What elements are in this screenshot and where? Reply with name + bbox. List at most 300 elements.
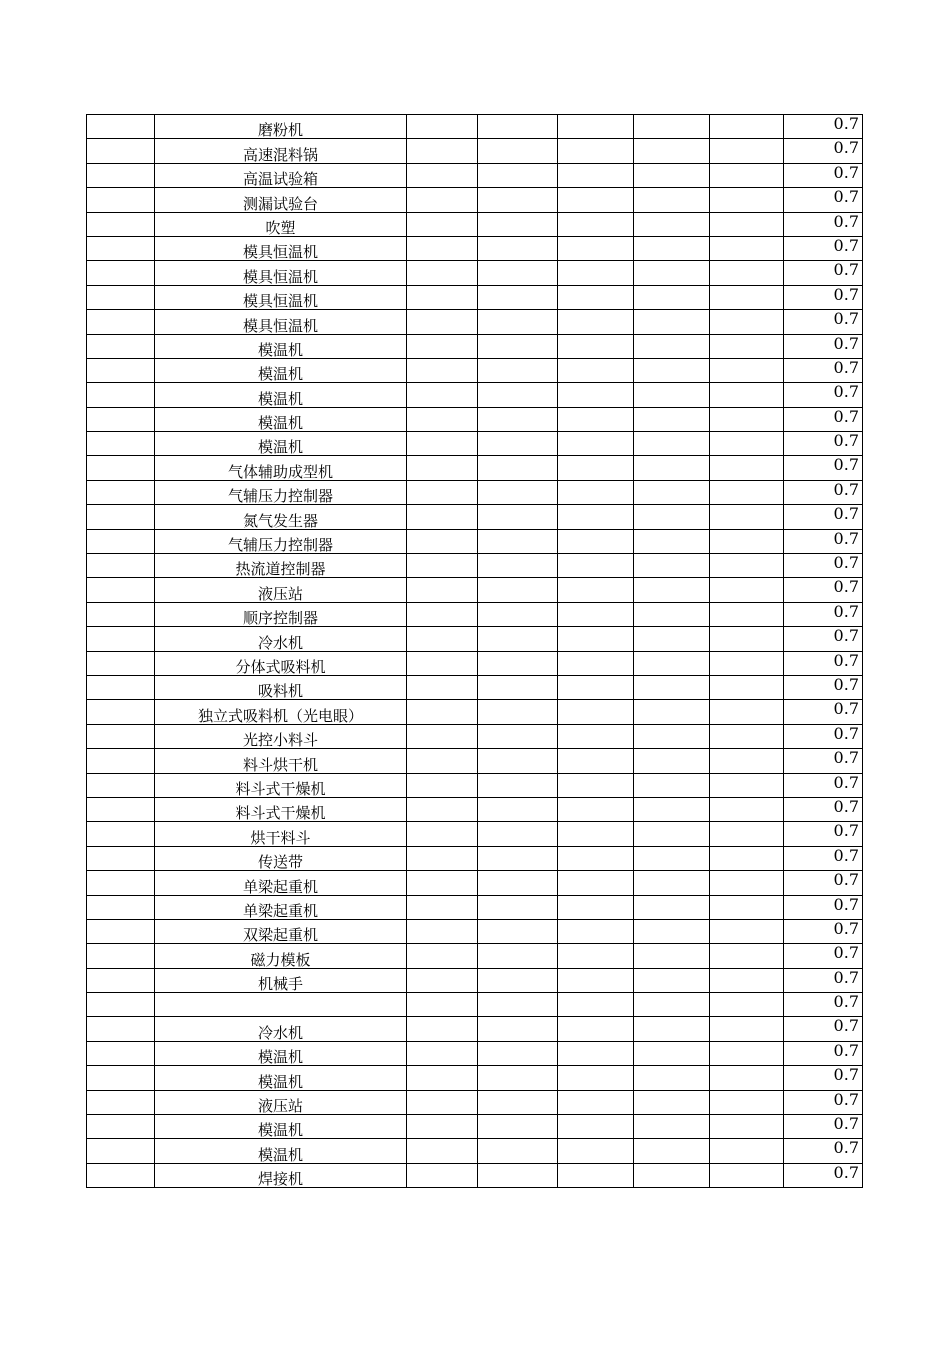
empty-cell[interactable] (710, 188, 784, 212)
empty-cell[interactable] (478, 310, 558, 334)
index-cell[interactable] (87, 993, 155, 1017)
empty-cell[interactable] (558, 554, 634, 578)
empty-cell[interactable] (710, 749, 784, 773)
empty-cell[interactable] (558, 1163, 634, 1187)
empty-cell[interactable] (407, 1163, 478, 1187)
equipment-name-cell[interactable]: 料斗式干燥机 (155, 773, 407, 797)
index-cell[interactable] (87, 1163, 155, 1187)
empty-cell[interactable] (407, 627, 478, 651)
empty-cell[interactable] (407, 480, 478, 504)
index-cell[interactable] (87, 724, 155, 748)
empty-cell[interactable] (478, 334, 558, 358)
empty-cell[interactable] (478, 115, 558, 139)
equipment-name-cell[interactable] (155, 993, 407, 1017)
empty-cell[interactable] (558, 505, 634, 529)
empty-cell[interactable] (634, 383, 710, 407)
empty-cell[interactable] (478, 236, 558, 260)
equipment-name-cell[interactable]: 顺序控制器 (155, 602, 407, 626)
empty-cell[interactable] (710, 1139, 784, 1163)
empty-cell[interactable] (407, 602, 478, 626)
equipment-name-cell[interactable]: 模温机 (155, 358, 407, 382)
equipment-name-cell[interactable]: 传送带 (155, 846, 407, 870)
coefficient-cell[interactable]: 0.7 (784, 115, 863, 139)
index-cell[interactable] (87, 383, 155, 407)
equipment-name-cell[interactable]: 高速混料锅 (155, 139, 407, 163)
equipment-name-cell[interactable]: 模温机 (155, 1041, 407, 1065)
empty-cell[interactable] (558, 578, 634, 602)
empty-cell[interactable] (558, 749, 634, 773)
index-cell[interactable] (87, 675, 155, 699)
empty-cell[interactable] (407, 871, 478, 895)
empty-cell[interactable] (634, 968, 710, 992)
index-cell[interactable] (87, 700, 155, 724)
equipment-name-cell[interactable]: 模温机 (155, 407, 407, 431)
empty-cell[interactable] (634, 846, 710, 870)
empty-cell[interactable] (634, 773, 710, 797)
equipment-name-cell[interactable]: 模具恒温机 (155, 261, 407, 285)
empty-cell[interactable] (710, 1041, 784, 1065)
empty-cell[interactable] (558, 334, 634, 358)
empty-cell[interactable] (478, 285, 558, 309)
empty-cell[interactable] (558, 846, 634, 870)
index-cell[interactable] (87, 846, 155, 870)
equipment-name-cell[interactable]: 料斗式干燥机 (155, 797, 407, 821)
empty-cell[interactable] (407, 1090, 478, 1114)
coefficient-cell[interactable]: 0.7 (784, 895, 863, 919)
coefficient-cell[interactable]: 0.7 (784, 627, 863, 651)
equipment-name-cell[interactable]: 独立式吸料机（光电眼） (155, 700, 407, 724)
empty-cell[interactable] (407, 822, 478, 846)
empty-cell[interactable] (558, 1041, 634, 1065)
empty-cell[interactable] (558, 456, 634, 480)
coefficient-cell[interactable]: 0.7 (784, 773, 863, 797)
index-cell[interactable] (87, 578, 155, 602)
empty-cell[interactable] (558, 993, 634, 1017)
empty-cell[interactable] (407, 846, 478, 870)
empty-cell[interactable] (407, 139, 478, 163)
empty-cell[interactable] (558, 797, 634, 821)
empty-cell[interactable] (407, 797, 478, 821)
empty-cell[interactable] (710, 554, 784, 578)
empty-cell[interactable] (710, 1066, 784, 1090)
empty-cell[interactable] (407, 749, 478, 773)
coefficient-cell[interactable]: 0.7 (784, 749, 863, 773)
empty-cell[interactable] (558, 822, 634, 846)
equipment-name-cell[interactable]: 高温试验箱 (155, 163, 407, 187)
empty-cell[interactable] (478, 554, 558, 578)
empty-cell[interactable] (634, 602, 710, 626)
index-cell[interactable] (87, 1041, 155, 1065)
empty-cell[interactable] (710, 1163, 784, 1187)
coefficient-cell[interactable]: 0.7 (784, 188, 863, 212)
empty-cell[interactable] (407, 432, 478, 456)
empty-cell[interactable] (634, 895, 710, 919)
empty-cell[interactable] (478, 700, 558, 724)
empty-cell[interactable] (478, 432, 558, 456)
empty-cell[interactable] (407, 212, 478, 236)
coefficient-cell[interactable]: 0.7 (784, 1017, 863, 1041)
empty-cell[interactable] (634, 944, 710, 968)
empty-cell[interactable] (710, 773, 784, 797)
empty-cell[interactable] (478, 993, 558, 1017)
empty-cell[interactable] (634, 1017, 710, 1041)
empty-cell[interactable] (634, 334, 710, 358)
empty-cell[interactable] (558, 188, 634, 212)
index-cell[interactable] (87, 456, 155, 480)
empty-cell[interactable] (710, 895, 784, 919)
empty-cell[interactable] (634, 554, 710, 578)
equipment-name-cell[interactable]: 烘干料斗 (155, 822, 407, 846)
empty-cell[interactable] (407, 358, 478, 382)
index-cell[interactable] (87, 334, 155, 358)
index-cell[interactable] (87, 139, 155, 163)
empty-cell[interactable] (558, 773, 634, 797)
empty-cell[interactable] (710, 919, 784, 943)
empty-cell[interactable] (478, 773, 558, 797)
empty-cell[interactable] (634, 358, 710, 382)
empty-cell[interactable] (478, 797, 558, 821)
coefficient-cell[interactable]: 0.7 (784, 846, 863, 870)
coefficient-cell[interactable]: 0.7 (784, 602, 863, 626)
index-cell[interactable] (87, 285, 155, 309)
empty-cell[interactable] (478, 480, 558, 504)
coefficient-cell[interactable]: 0.7 (784, 358, 863, 382)
index-cell[interactable] (87, 602, 155, 626)
empty-cell[interactable] (478, 1090, 558, 1114)
empty-cell[interactable] (558, 700, 634, 724)
empty-cell[interactable] (558, 139, 634, 163)
coefficient-cell[interactable]: 0.7 (784, 383, 863, 407)
equipment-name-cell[interactable]: 吹塑 (155, 212, 407, 236)
equipment-name-cell[interactable]: 氮气发生器 (155, 505, 407, 529)
index-cell[interactable] (87, 212, 155, 236)
empty-cell[interactable] (478, 1139, 558, 1163)
empty-cell[interactable] (634, 456, 710, 480)
empty-cell[interactable] (478, 749, 558, 773)
empty-cell[interactable] (558, 1090, 634, 1114)
equipment-name-cell[interactable]: 液压站 (155, 578, 407, 602)
empty-cell[interactable] (634, 822, 710, 846)
empty-cell[interactable] (558, 261, 634, 285)
index-cell[interactable] (87, 944, 155, 968)
index-cell[interactable] (87, 188, 155, 212)
empty-cell[interactable] (634, 505, 710, 529)
index-cell[interactable] (87, 749, 155, 773)
empty-cell[interactable] (710, 505, 784, 529)
coefficient-cell[interactable]: 0.7 (784, 1139, 863, 1163)
index-cell[interactable] (87, 163, 155, 187)
equipment-name-cell[interactable]: 模具恒温机 (155, 310, 407, 334)
empty-cell[interactable] (558, 285, 634, 309)
index-cell[interactable] (87, 1066, 155, 1090)
empty-cell[interactable] (634, 139, 710, 163)
empty-cell[interactable] (710, 236, 784, 260)
empty-cell[interactable] (407, 456, 478, 480)
equipment-name-cell[interactable]: 液压站 (155, 1090, 407, 1114)
equipment-name-cell[interactable]: 机械手 (155, 968, 407, 992)
empty-cell[interactable] (407, 505, 478, 529)
empty-cell[interactable] (478, 383, 558, 407)
empty-cell[interactable] (558, 432, 634, 456)
empty-cell[interactable] (558, 919, 634, 943)
index-cell[interactable] (87, 554, 155, 578)
empty-cell[interactable] (634, 993, 710, 1017)
empty-cell[interactable] (407, 1017, 478, 1041)
coefficient-cell[interactable]: 0.7 (784, 1041, 863, 1065)
index-cell[interactable] (87, 529, 155, 553)
empty-cell[interactable] (478, 1115, 558, 1139)
equipment-name-cell[interactable]: 单梁起重机 (155, 871, 407, 895)
empty-cell[interactable] (558, 480, 634, 504)
empty-cell[interactable] (710, 675, 784, 699)
coefficient-cell[interactable]: 0.7 (784, 285, 863, 309)
empty-cell[interactable] (558, 383, 634, 407)
empty-cell[interactable] (407, 773, 478, 797)
index-cell[interactable] (87, 407, 155, 431)
coefficient-cell[interactable]: 0.7 (784, 236, 863, 260)
empty-cell[interactable] (710, 602, 784, 626)
empty-cell[interactable] (558, 895, 634, 919)
equipment-name-cell[interactable]: 料斗烘干机 (155, 749, 407, 773)
index-cell[interactable] (87, 310, 155, 334)
index-cell[interactable] (87, 1090, 155, 1114)
empty-cell[interactable] (710, 944, 784, 968)
index-cell[interactable] (87, 432, 155, 456)
empty-cell[interactable] (558, 529, 634, 553)
empty-cell[interactable] (710, 578, 784, 602)
empty-cell[interactable] (407, 310, 478, 334)
coefficient-cell[interactable]: 0.7 (784, 993, 863, 1017)
empty-cell[interactable] (634, 1041, 710, 1065)
equipment-name-cell[interactable]: 双梁起重机 (155, 919, 407, 943)
empty-cell[interactable] (478, 261, 558, 285)
empty-cell[interactable] (634, 188, 710, 212)
empty-cell[interactable] (634, 651, 710, 675)
empty-cell[interactable] (710, 432, 784, 456)
empty-cell[interactable] (478, 188, 558, 212)
equipment-name-cell[interactable]: 模温机 (155, 1115, 407, 1139)
coefficient-cell[interactable]: 0.7 (784, 1066, 863, 1090)
coefficient-cell[interactable]: 0.7 (784, 505, 863, 529)
coefficient-cell[interactable]: 0.7 (784, 261, 863, 285)
coefficient-cell[interactable]: 0.7 (784, 529, 863, 553)
index-cell[interactable] (87, 797, 155, 821)
equipment-name-cell[interactable]: 吸料机 (155, 675, 407, 699)
empty-cell[interactable] (710, 651, 784, 675)
equipment-name-cell[interactable]: 模温机 (155, 1066, 407, 1090)
empty-cell[interactable] (558, 1066, 634, 1090)
empty-cell[interactable] (478, 919, 558, 943)
empty-cell[interactable] (634, 1066, 710, 1090)
coefficient-cell[interactable]: 0.7 (784, 1090, 863, 1114)
empty-cell[interactable] (634, 432, 710, 456)
empty-cell[interactable] (634, 261, 710, 285)
empty-cell[interactable] (710, 968, 784, 992)
index-cell[interactable] (87, 919, 155, 943)
coefficient-cell[interactable]: 0.7 (784, 407, 863, 431)
empty-cell[interactable] (407, 188, 478, 212)
empty-cell[interactable] (478, 895, 558, 919)
empty-cell[interactable] (634, 627, 710, 651)
coefficient-cell[interactable]: 0.7 (784, 724, 863, 748)
empty-cell[interactable] (478, 1163, 558, 1187)
empty-cell[interactable] (710, 139, 784, 163)
coefficient-cell[interactable]: 0.7 (784, 456, 863, 480)
empty-cell[interactable] (634, 407, 710, 431)
coefficient-cell[interactable]: 0.7 (784, 675, 863, 699)
empty-cell[interactable] (407, 529, 478, 553)
empty-cell[interactable] (634, 578, 710, 602)
coefficient-cell[interactable]: 0.7 (784, 1163, 863, 1187)
empty-cell[interactable] (407, 115, 478, 139)
empty-cell[interactable] (558, 1115, 634, 1139)
index-cell[interactable] (87, 261, 155, 285)
empty-cell[interactable] (478, 578, 558, 602)
empty-cell[interactable] (478, 456, 558, 480)
empty-cell[interactable] (710, 1017, 784, 1041)
equipment-name-cell[interactable]: 光控小料斗 (155, 724, 407, 748)
empty-cell[interactable] (478, 675, 558, 699)
empty-cell[interactable] (558, 163, 634, 187)
index-cell[interactable] (87, 627, 155, 651)
index-cell[interactable] (87, 1139, 155, 1163)
index-cell[interactable] (87, 871, 155, 895)
empty-cell[interactable] (407, 700, 478, 724)
index-cell[interactable] (87, 115, 155, 139)
empty-cell[interactable] (634, 749, 710, 773)
empty-cell[interactable] (710, 310, 784, 334)
empty-cell[interactable] (634, 236, 710, 260)
equipment-name-cell[interactable]: 热流道控制器 (155, 554, 407, 578)
empty-cell[interactable] (634, 529, 710, 553)
index-cell[interactable] (87, 1115, 155, 1139)
empty-cell[interactable] (407, 163, 478, 187)
coefficient-cell[interactable]: 0.7 (784, 700, 863, 724)
empty-cell[interactable] (558, 651, 634, 675)
empty-cell[interactable] (634, 212, 710, 236)
equipment-name-cell[interactable]: 模温机 (155, 383, 407, 407)
empty-cell[interactable] (634, 919, 710, 943)
empty-cell[interactable] (710, 334, 784, 358)
equipment-name-cell[interactable]: 磨粉机 (155, 115, 407, 139)
empty-cell[interactable] (478, 163, 558, 187)
empty-cell[interactable] (710, 700, 784, 724)
empty-cell[interactable] (710, 1090, 784, 1114)
index-cell[interactable] (87, 505, 155, 529)
empty-cell[interactable] (558, 944, 634, 968)
empty-cell[interactable] (558, 1139, 634, 1163)
empty-cell[interactable] (710, 358, 784, 382)
equipment-name-cell[interactable]: 模温机 (155, 334, 407, 358)
empty-cell[interactable] (478, 846, 558, 870)
empty-cell[interactable] (407, 895, 478, 919)
index-cell[interactable] (87, 968, 155, 992)
empty-cell[interactable] (407, 236, 478, 260)
empty-cell[interactable] (558, 115, 634, 139)
empty-cell[interactable] (634, 310, 710, 334)
equipment-name-cell[interactable]: 气辅压力控制器 (155, 529, 407, 553)
index-cell[interactable] (87, 895, 155, 919)
equipment-name-cell[interactable]: 冷水机 (155, 1017, 407, 1041)
empty-cell[interactable] (710, 285, 784, 309)
empty-cell[interactable] (407, 261, 478, 285)
index-cell[interactable] (87, 773, 155, 797)
empty-cell[interactable] (558, 871, 634, 895)
equipment-name-cell[interactable]: 分体式吸料机 (155, 651, 407, 675)
empty-cell[interactable] (478, 627, 558, 651)
empty-cell[interactable] (710, 822, 784, 846)
empty-cell[interactable] (634, 871, 710, 895)
empty-cell[interactable] (710, 993, 784, 1017)
coefficient-cell[interactable]: 0.7 (784, 797, 863, 821)
empty-cell[interactable] (710, 212, 784, 236)
index-cell[interactable] (87, 651, 155, 675)
coefficient-cell[interactable]: 0.7 (784, 480, 863, 504)
empty-cell[interactable] (478, 1066, 558, 1090)
empty-cell[interactable] (634, 163, 710, 187)
empty-cell[interactable] (407, 554, 478, 578)
index-cell[interactable] (87, 480, 155, 504)
empty-cell[interactable] (478, 139, 558, 163)
empty-cell[interactable] (710, 456, 784, 480)
empty-cell[interactable] (710, 529, 784, 553)
empty-cell[interactable] (478, 1017, 558, 1041)
coefficient-cell[interactable]: 0.7 (784, 919, 863, 943)
equipment-name-cell[interactable]: 冷水机 (155, 627, 407, 651)
empty-cell[interactable] (407, 383, 478, 407)
empty-cell[interactable] (407, 1041, 478, 1065)
equipment-name-cell[interactable]: 气辅压力控制器 (155, 480, 407, 504)
empty-cell[interactable] (634, 115, 710, 139)
equipment-name-cell[interactable]: 单梁起重机 (155, 895, 407, 919)
empty-cell[interactable] (407, 968, 478, 992)
empty-cell[interactable] (710, 627, 784, 651)
empty-cell[interactable] (710, 724, 784, 748)
empty-cell[interactable] (478, 529, 558, 553)
empty-cell[interactable] (407, 724, 478, 748)
empty-cell[interactable] (558, 236, 634, 260)
empty-cell[interactable] (478, 968, 558, 992)
empty-cell[interactable] (634, 675, 710, 699)
empty-cell[interactable] (407, 407, 478, 431)
equipment-name-cell[interactable]: 磁力模板 (155, 944, 407, 968)
empty-cell[interactable] (710, 871, 784, 895)
empty-cell[interactable] (634, 1163, 710, 1187)
coefficient-cell[interactable]: 0.7 (784, 554, 863, 578)
equipment-name-cell[interactable]: 气体辅助成型机 (155, 456, 407, 480)
equipment-name-cell[interactable]: 模具恒温机 (155, 236, 407, 260)
empty-cell[interactable] (710, 480, 784, 504)
empty-cell[interactable] (407, 1115, 478, 1139)
index-cell[interactable] (87, 1017, 155, 1041)
empty-cell[interactable] (634, 480, 710, 504)
coefficient-cell[interactable]: 0.7 (784, 968, 863, 992)
coefficient-cell[interactable]: 0.7 (784, 1115, 863, 1139)
coefficient-cell[interactable]: 0.7 (784, 578, 863, 602)
index-cell[interactable] (87, 358, 155, 382)
empty-cell[interactable] (558, 212, 634, 236)
equipment-name-cell[interactable]: 焊接机 (155, 1163, 407, 1187)
empty-cell[interactable] (407, 944, 478, 968)
empty-cell[interactable] (558, 358, 634, 382)
empty-cell[interactable] (407, 1066, 478, 1090)
empty-cell[interactable] (558, 675, 634, 699)
coefficient-cell[interactable]: 0.7 (784, 212, 863, 236)
coefficient-cell[interactable]: 0.7 (784, 334, 863, 358)
empty-cell[interactable] (634, 1115, 710, 1139)
empty-cell[interactable] (478, 822, 558, 846)
empty-cell[interactable] (478, 651, 558, 675)
